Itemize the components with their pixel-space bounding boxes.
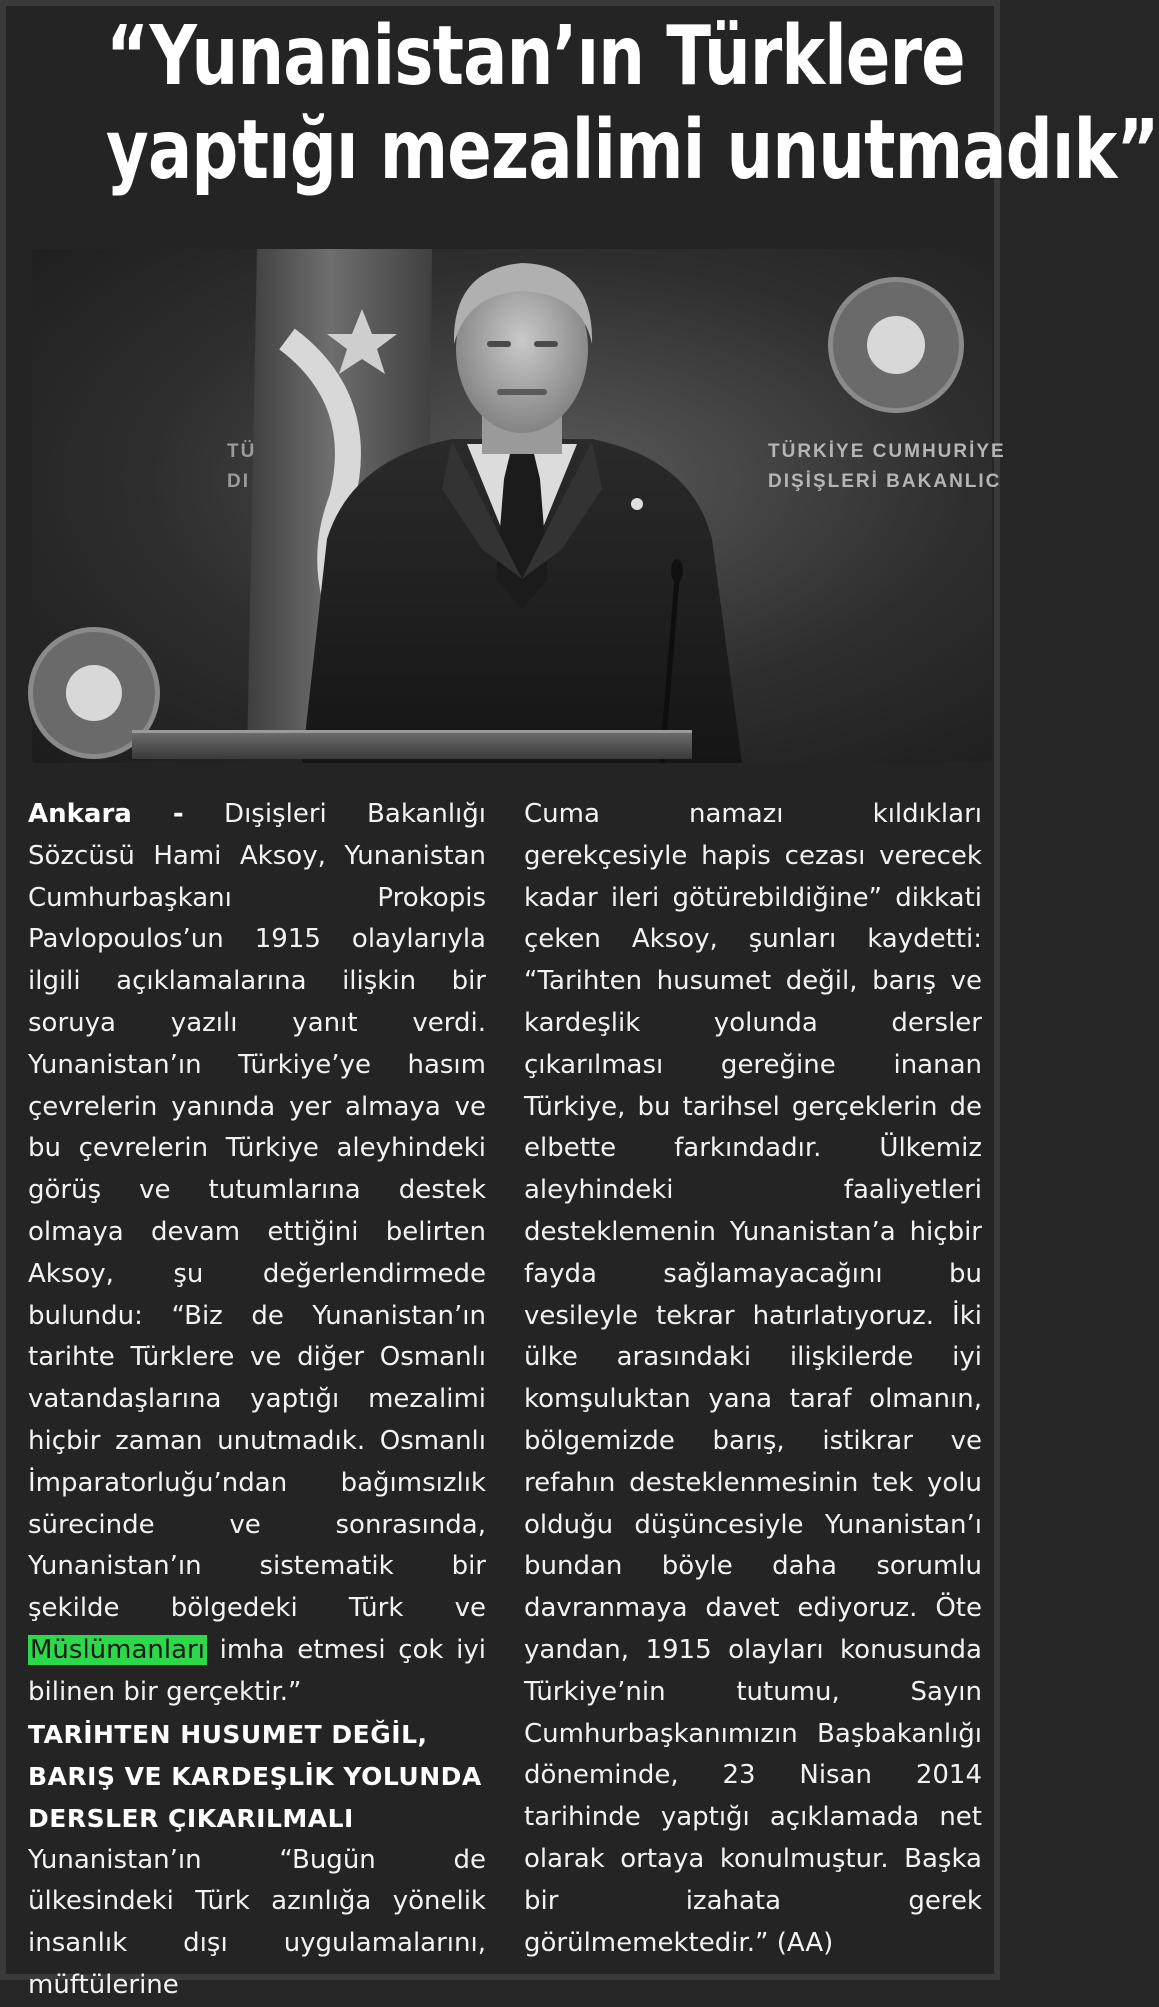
headline-line-1: “Yunanistan’ın Türklere bbox=[106, 9, 965, 104]
wall-lettering-left bbox=[227, 437, 256, 497]
podium bbox=[132, 730, 692, 759]
headline-line-2: yaptığı mezalimi unutmadık” bbox=[106, 103, 1159, 198]
ministry-seal-right bbox=[828, 277, 964, 413]
article-paragraph-1 bbox=[28, 794, 486, 1714]
highlighted-word: Müslümanları bbox=[30, 1634, 205, 1665]
wall-lettering-line-2: DIŞİŞLERİ BAKANLIC bbox=[768, 471, 1002, 492]
article-paragraph-2: Yunanistan’ın “Bugün de ülkesindeki Türk azınlığa yönelik insanlık dışı uygulamalarını, müftülerine bbox=[28, 1844, 486, 2000]
article-column-left bbox=[28, 794, 486, 2007]
headline bbox=[106, 9, 1159, 198]
subheading: TARİHTEN HUSUMET DEĞİL, BARIŞ VE KARDEŞLİK YOLUNDA DERSLER ÇIKARILMALI bbox=[28, 1719, 482, 1833]
dateline: Ankara - bbox=[28, 799, 184, 829]
paragraph-1-ending: imha etmesi çok iyi bilinen bir gerçektir.” bbox=[28, 1634, 486, 1707]
wall-lettering-line-1: TÜRKİYE CUMHURİYE bbox=[768, 441, 1006, 462]
wall-lettering-left-line-1: TÜ bbox=[227, 441, 257, 462]
news-photo bbox=[32, 249, 1006, 763]
wall-lettering-left-line-2: DI bbox=[227, 471, 250, 492]
paragraph-1-text: Dışişleri Bakanlığı Sözcüsü Hami Aksoy, Yunanistan Cumhurbaşkanı Prokopis Pavlopoulos’un 1915 olaylarıyla ilgili açıklamalarına ilişkin bir soruya yazılı yanıt verdi. Yunanistan’ın Türkiye’ye hasım çevrelerin yanında yer almaya ve bu çevrelerin Türkiye aleyhindeki görüş ve tutumlarına destek olmaya devam ettiğini belirten Aksoy, şu değerlendirmede bulundu: “Biz de Yunanistan’ın tarihte Türklere ve diğer Osmanlı vatandaşlarına yaptığı mezalimi hiçbir zaman unutmadık. Osmanlı İmparatorluğu’ndan bağımsızlık sürecinde ve sonrasında, Yunanistan’ın sistematik bir şekilde bölgedeki Türk ve bbox=[28, 799, 487, 1624]
article-column-right bbox=[524, 794, 982, 1964]
article-paragraph-3: Cuma namazı kıldıkları gerekçesiyle hapis cezası verecek kadar ileri götürebildiğine” dikkati çeken Aksoy, şunları kaydetti: “Tarihten husumet değil, barış ve kardeşlik yolunda dersler çıkarılması gereğine inanan Türkiye, bu tarihsel gerçeklerin de elbette farkındadır. Ülkemiz aleyhindeki faaliyetleri desteklemenin Yunanistan’a hiçbir fayda sağlamayacağını bu vesileyle tekrar hatırlatıyoruz. İki ülke arasındaki ilişkilerde iyi komşuluktan yana taraf olmanın, bölgemizde barış, istikrar ve refahın desteklenmesinin tek yolu olduğu düşüncesiyle Yunanistan’ı bundan böyle daha sorumlu davranmaya davet ediyoruz. Öte yandan, 1915 olayları konusunda Türkiye’nin tutumu, Sayın Cumhurbaşkanımızın Başbakanlığı döneminde, 23 Nisan 2014 tarihinde yaptığı açıklamada net olarak ortaya konulmuştur. Başka bir izahata gerek görülmemektedir.” (AA) bbox=[524, 799, 982, 1958]
wall-lettering-right bbox=[768, 437, 1006, 497]
spokesperson-figure bbox=[282, 249, 762, 763]
